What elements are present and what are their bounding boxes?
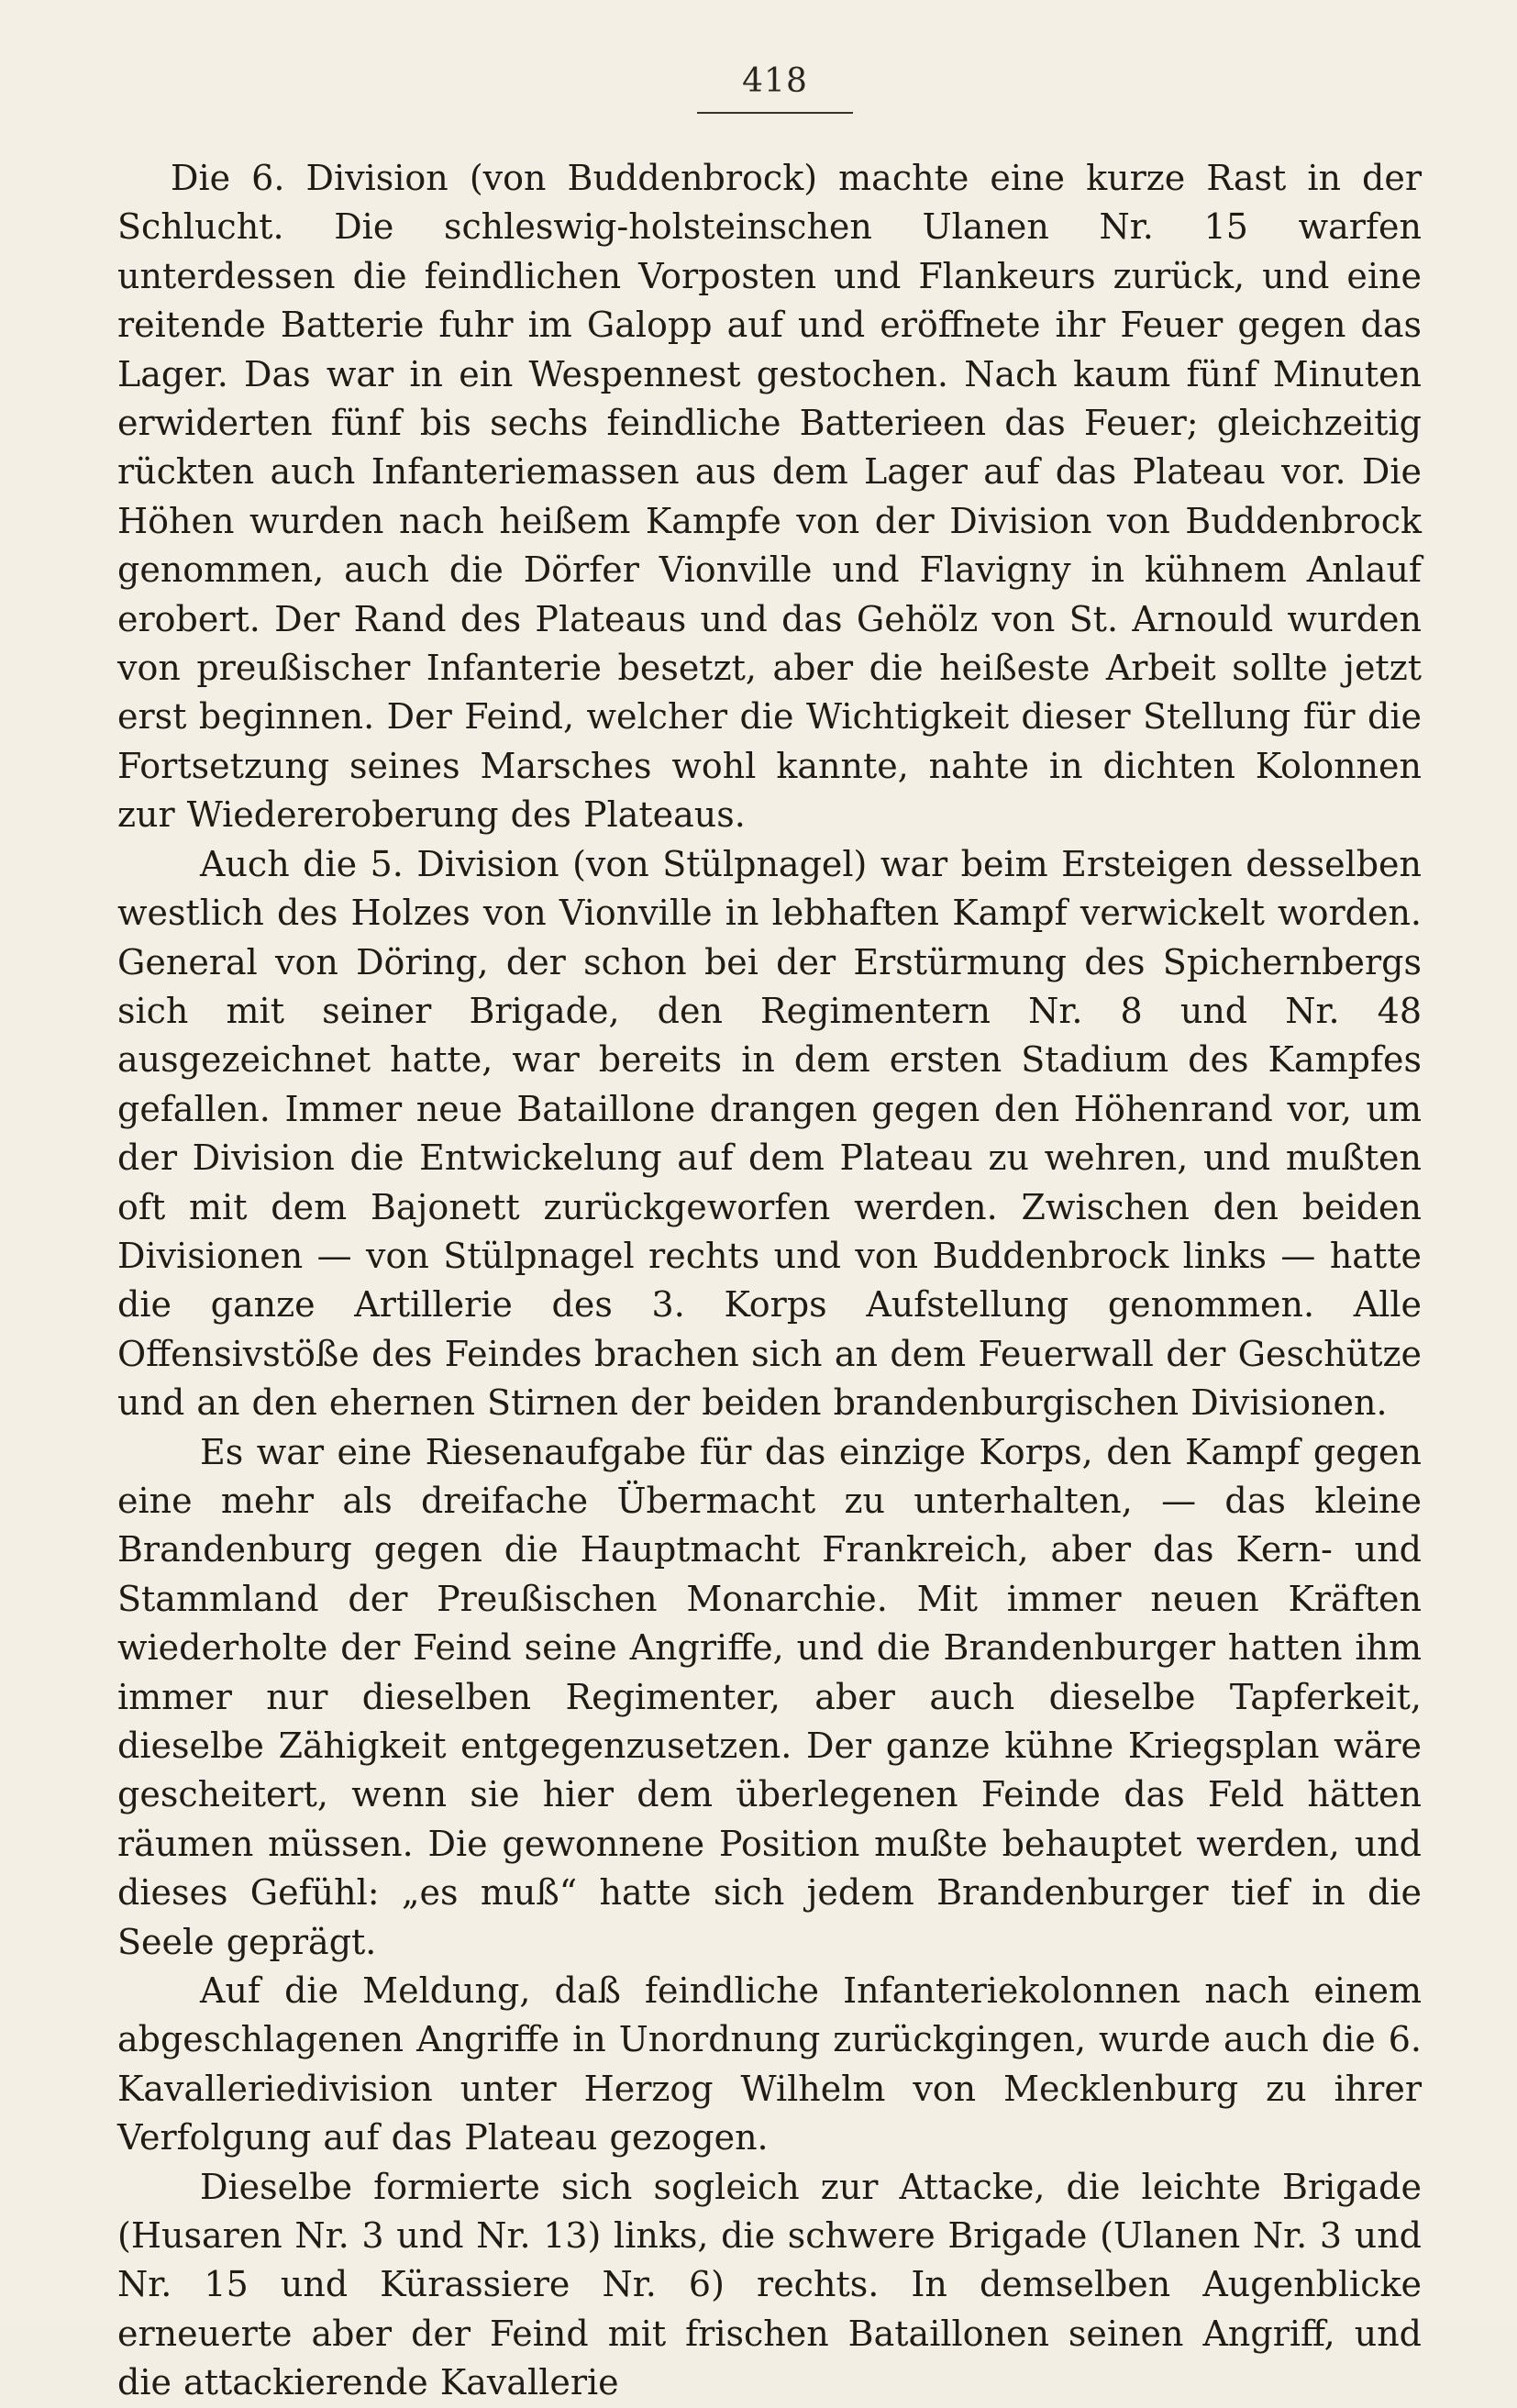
paragraph-4: Auf die Meldung, daß feindliche Infanteriekolonnen nach einem abgeschlagenen Angriffe in Unordnung zurückgingen, wurde auch die 6. Kavalleriedivision unter Herzog Wilhelm von Mecklenburg zu ihrer Verfolgung auf das Plateau gezogen. [117,1970,1422,2158]
header-rule [697,112,853,114]
page-number: 418 [742,62,808,100]
body-text [117,154,1422,2408]
paragraph-1: Die 6. Division (von Buddenbrock) machte eine kurze Rast in der Schlucht. Die schleswig-holsteinschen Ulanen Nr. 15 warfen unterdessen die feindlichen Vorposten und Flankeurs zurück, und eine reitende Batterie fuhr im Galopp auf und eröffnete ihr Feuer gegen das Lager. Das war in ein Wespennest gestochen. Nach kaum fünf Minuten erwiderten fünf bis sechs feindliche Batterieen das Feuer; gleichzeitig rückten auch Infanteriemassen aus dem Lager auf das Plateau vor. Die Höhen wurden nach heißem Kampfe von der Division von Buddenbrock genommen, auch die Dörfer Vionville und Flavigny in kühnem Anlauf erobert. Der Rand des Plateaus und das Gehölz von St. Arnould wurden von preußischer Infanterie besetzt, aber die heißeste Arbeit sollte jetzt erst beginnen. Der Feind, welcher die Wichtigkeit dieser Stellung für die Fortsetzung seines Marsches wohl kannte, nahte in dichten Kolonnen zur Wiedereroberung des Plateaus. [117,158,1422,836]
paragraph-2: Auch die 5. Division (von Stülpnagel) war beim Ersteigen desselben westlich des Holzes von Vionville in lebhaften Kampf verwickelt worden. General von Döring, der schon bei der Erstürmung des Spichernbergs sich mit seiner Brigade, den Regimentern Nr. 8 und Nr. 48 ausgezeichnet hatte, war bereits in dem ersten Stadium des Kampfes gefallen. Immer neue Bataillone drangen gegen den Höhenrand vor, um der Division die Entwickelung auf dem Plateau zu wehren, und mußten oft mit dem Bajonett zurückgeworfen werden. Zwischen den beiden Divisionen — von Stülpnagel rechts und von Buddenbrock links — hatte die ganze Artillerie des 3. Korps Aufstellung genommen. Alle Offensivstöße des Feindes brachen sich an dem Feuerwall der Geschütze und an den ehernen Stirnen der beiden brandenburgischen Divisionen. [117,843,1422,1424]
paragraph-5: Dieselbe formierte sich sogleich zur Attacke, die leichte Brigade (Husaren Nr. 3 und Nr. 13) links, die schwere Brigade (Ulanen Nr. 3 und Nr. 15 und Kürassiere Nr. 6) rechts. In demselben Augenblicke erneuerte aber der Feind mit frischen Bataillonen seinen Angriff, und die attackierende Kavallerie [117,2166,1422,2403]
paragraph-3: Es war eine Riesenaufgabe für das einzige Korps, den Kampf gegen eine mehr als dreifache Übermacht zu unterhalten, — das kleine Brandenburg gegen die Hauptmacht Frankreich, aber das Kern- und Stammland der Preußischen Monarchie. Mit immer neuen Kräften wiederholte der Feind seine Angriffe, und die Brandenburger hatten ihm immer nur dieselben Regimenter, aber auch dieselbe Tapferkeit, dieselbe Zähigkeit entgegenzusetzen. Der ganze kühne Kriegsplan wäre gescheitert, wenn sie hier dem überlegenen Feinde das Feld hätten räumen müssen. Die gewonnene Position mußte behauptet werden, und dieses Gefühl: „es muß“ hatte sich jedem Brandenburger tief in die Seele geprägt. [117,1431,1422,1962]
